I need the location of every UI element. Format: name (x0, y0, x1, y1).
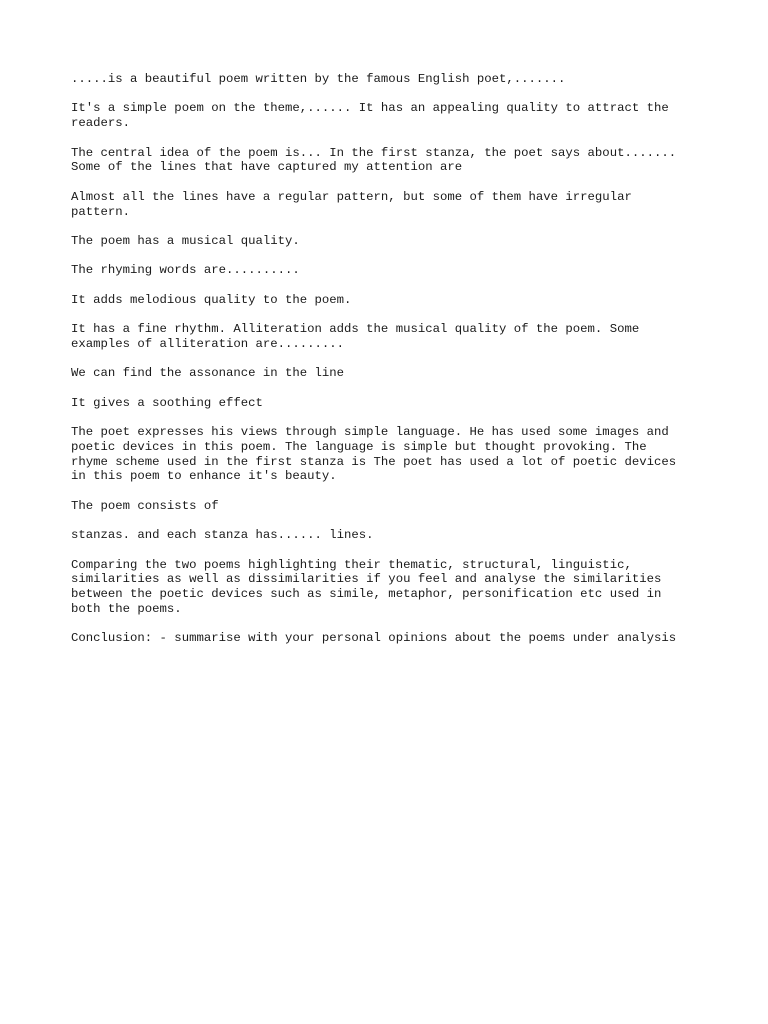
paragraph-theme (71, 101, 701, 131)
line: stanzas. and each stanza has...... lines. (71, 528, 374, 543)
line: in this poem to enhance it's beauty. (71, 469, 337, 484)
line: The poem has a musical quality. (71, 233, 300, 248)
line: We can find the assonance in the line (71, 366, 345, 381)
line: Conclusion: - summarise with your personal opinions about the poems under analysis (71, 631, 677, 646)
paragraph-stanzas (71, 528, 701, 543)
line: It has a fine rhythm. Alliteration adds the musical quality of the poem. Some (71, 322, 640, 337)
line: It's a simple poem on the theme,...... It has an appealing quality to attract the (71, 101, 669, 116)
line: pattern. (71, 204, 131, 219)
line: It gives a soothing effect (71, 395, 263, 410)
paragraph-conclusion (71, 631, 701, 646)
paragraph-effect (71, 396, 701, 411)
line: poetic devices in this poem. The language is simple but thought provoking. The (71, 439, 647, 454)
paragraph-melodious (71, 293, 701, 308)
line: similarities as well as dissimilarities if you feel and analyse the similarities (71, 572, 662, 587)
line: .....is a beautiful poem written by the famous English poet,....... (71, 72, 566, 86)
line: Some of the lines that have captured my attention are (71, 160, 463, 175)
paragraph-musical (71, 234, 701, 249)
line: Almost all the lines have a regular pattern, but some of them have irregular (71, 189, 632, 204)
paragraph-comparison (71, 558, 701, 617)
paragraph-rhyming (71, 263, 701, 278)
line: readers. (71, 116, 131, 131)
line: The central idea of the poem is... In the first stanza, the poet says about....... (71, 145, 677, 160)
line: between the poetic devices such as simile, metaphor, personification etc used in (71, 587, 662, 602)
line: It adds melodious quality to the poem. (71, 292, 352, 307)
paragraph-intro (71, 72, 701, 87)
paragraph-assonance (71, 366, 701, 381)
document-body (71, 72, 701, 661)
line: both the poems. (71, 602, 182, 617)
paragraph-rhythm (71, 322, 701, 352)
line: The rhyming words are.......... (71, 263, 300, 278)
line: Comparing the two poems highlighting their thematic, structural, linguistic, (71, 557, 632, 572)
line: The poem consists of (71, 498, 219, 513)
paragraph-pattern (71, 190, 701, 220)
line: The poet expresses his views through simple language. He has used some images and (71, 425, 669, 440)
line: rhyme scheme used in the first stanza is The poet has used a lot of poetic devices (71, 454, 677, 469)
paragraph-consists (71, 499, 701, 514)
paragraph-language (71, 425, 701, 484)
paragraph-central-idea (71, 146, 701, 176)
line: examples of alliteration are......... (71, 336, 345, 351)
